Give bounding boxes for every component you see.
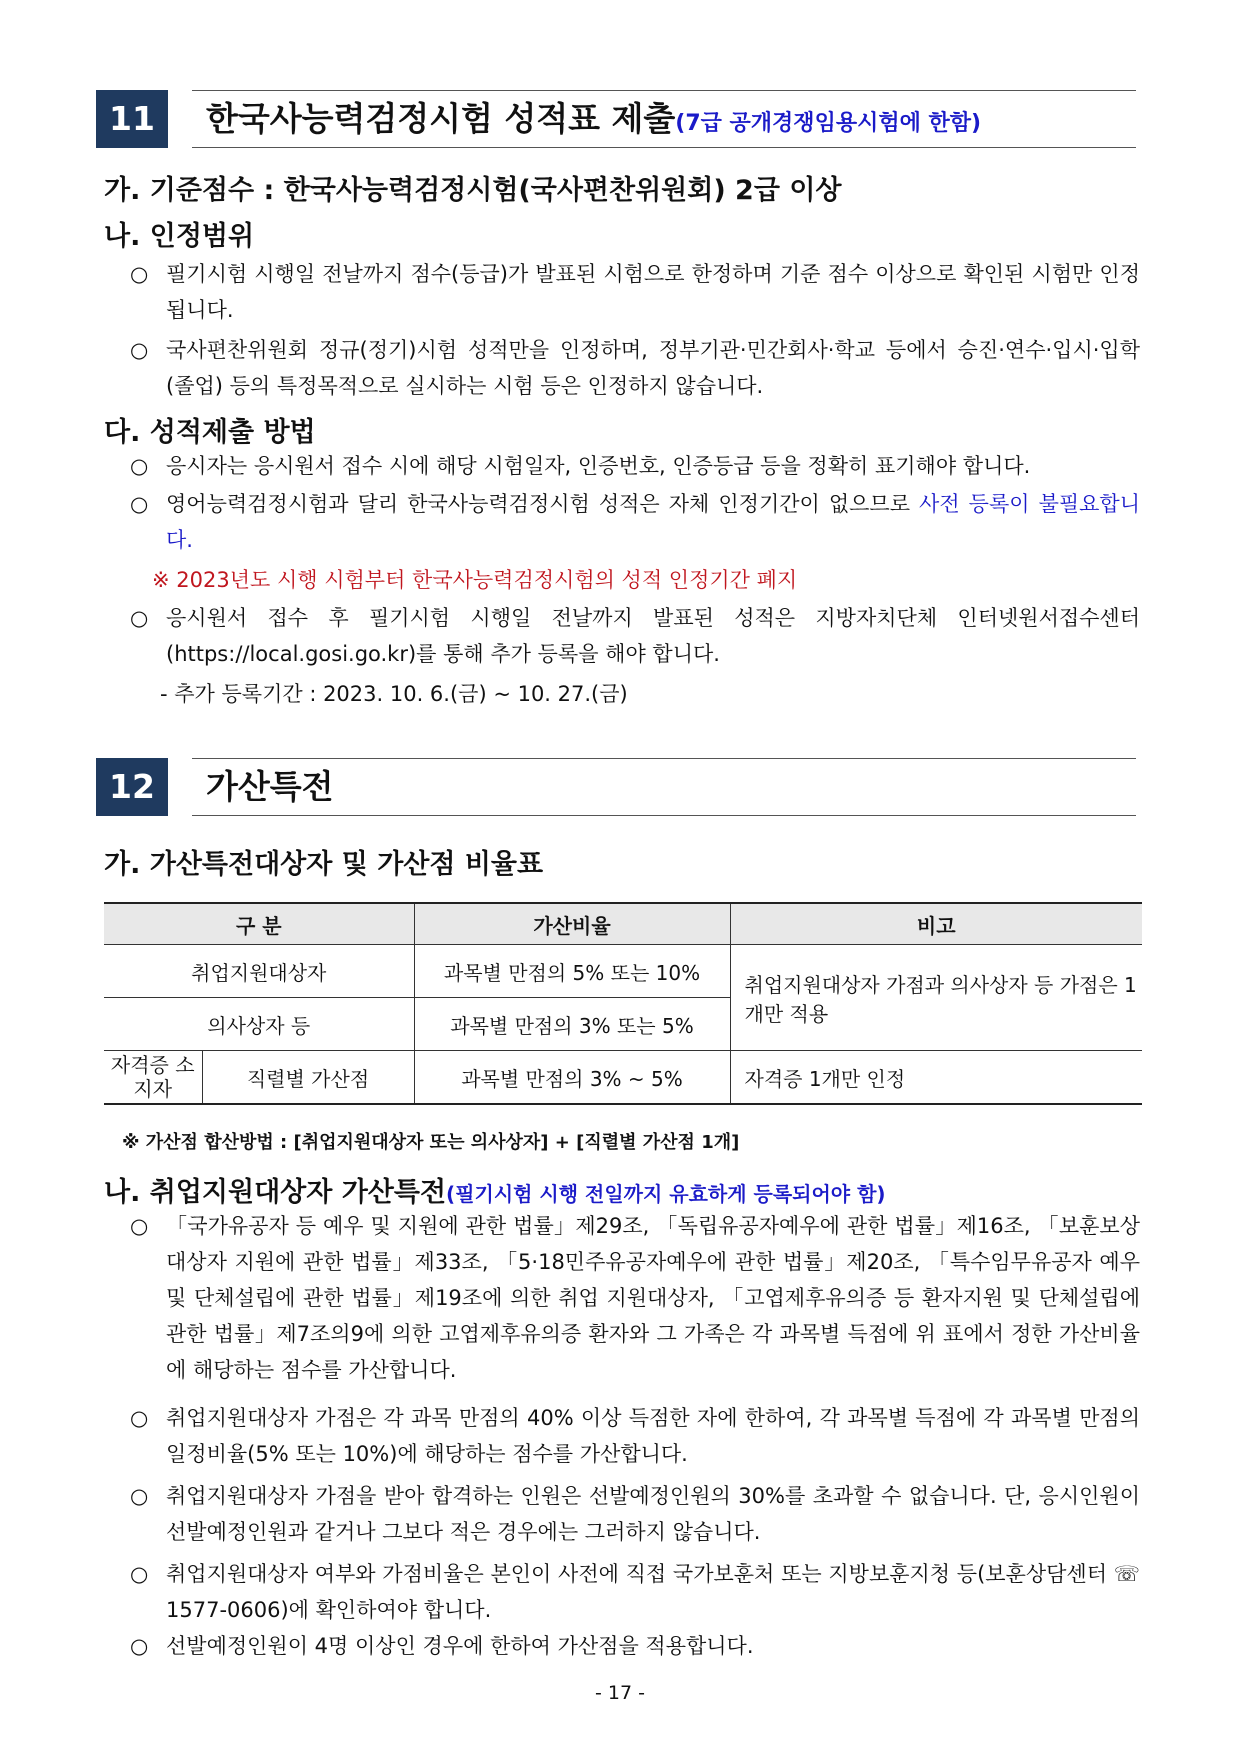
bullet-icon: ○ bbox=[130, 262, 149, 286]
criteria-heading: 가. 기준점수 : 한국사능력검정시험(국사편찬위원회) 2급 이상 bbox=[104, 175, 842, 206]
bullet-icon: ○ bbox=[130, 454, 149, 478]
abolition-note: ※ 2023년도 시행 시험부터 한국사능력검정시험의 성적 인정기간 폐지 bbox=[152, 568, 798, 592]
bullet-icon: ○ bbox=[130, 1562, 149, 1586]
list-item-text: 선발예정인원이 4명 이상인 경우에 한하여 가산점을 적용합니다. bbox=[166, 1634, 754, 1658]
bullet-icon: ○ bbox=[130, 1214, 149, 1238]
list-item-text: 취업지원대상자 가점을 받아 합격하는 인원은 선발예정인원의 30%를 초과할 수 없습니다. 단, 응시인원이 선발예정인원과 같거나 그보다 적은 경우에는 그러하지 않습니다. bbox=[166, 1484, 1140, 1544]
list-item-text: 취업지원대상자 여부와 가점비율은 본인이 사전에 직접 국가보훈처 또는 지방보훈지청 등(보훈상담센터 ☏ 1577-0606)에 확인하여야 합니다. bbox=[166, 1562, 1140, 1622]
table-cell: 자격증 소지자 bbox=[104, 1051, 202, 1105]
section-11-header bbox=[96, 90, 1136, 148]
list-item bbox=[130, 256, 1140, 328]
table-row bbox=[104, 945, 1142, 998]
registration-period: - 추가 등록기간 : 2023. 10. 6.(금) ~ 10. 27.(금) bbox=[160, 682, 628, 706]
calc-method-note: ※ 가산점 합산방법 : [취업지원대상자 또는 의사상자] + [직렬별 가산점 1개] bbox=[122, 1132, 740, 1153]
table-cell: 의사상자 등 bbox=[104, 998, 414, 1051]
employment-support-heading bbox=[104, 1170, 886, 1209]
heading-text: 나. 취업지원대상자 가산특전 bbox=[104, 1177, 447, 1208]
table-row bbox=[104, 1051, 1142, 1105]
list-item-text: 필기시험 시행일 전날까지 점수(등급)가 발표된 시험으로 한정하며 기준 점수 이상으로 확인된 시험만 인정됩니다. bbox=[166, 262, 1140, 322]
section-number: 12 bbox=[96, 758, 168, 816]
section-title-text: 한국사능력검정시험 성적표 제출 bbox=[206, 99, 676, 138]
bullet-icon: ○ bbox=[130, 606, 149, 630]
section-title: 가산특전 bbox=[206, 767, 334, 806]
list-item-text: 취업지원대상자 가점은 각 과목 만점의 40% 이상 득점한 자에 한하여, 각 과목별 득점에 각 과목별 만점의 일정비율(5% 또는 10%)에 해당하는 점수를 가산합니다. bbox=[166, 1406, 1140, 1466]
list-item bbox=[130, 1556, 1140, 1628]
page-number: - 17 - bbox=[595, 1682, 645, 1704]
table-cell: 자격증 1개만 인정 bbox=[730, 1051, 1142, 1105]
section-subtitle: (7급 공개경쟁임용시험에 한함) bbox=[675, 111, 982, 136]
table-cell: 취업지원대상자 가점과 의사상자 등 가점은 1개만 적용 bbox=[730, 945, 1142, 1051]
list-item bbox=[130, 1478, 1140, 1550]
section-title bbox=[206, 90, 981, 153]
bonus-table-heading: 가. 가산특전대상자 및 가산점 비율표 bbox=[104, 849, 544, 880]
list-item bbox=[130, 600, 1140, 672]
table-cell: 취업지원대상자 bbox=[104, 945, 414, 998]
table-cell: 과목별 만점의 5% 또는 10% bbox=[414, 945, 730, 998]
list-item-text: 국사편찬위원회 정규(정기)시험 성적만을 인정하며, 정부기관·민간회사·학교 등에서 승진·연수·입시·입학(졸업) 등의 특정목적으로 실시하는 시험 등은 인정하지 않습니다. bbox=[166, 338, 1140, 398]
table-cell: 과목별 만점의 3% ~ 5% bbox=[414, 1051, 730, 1105]
list-item-text bbox=[166, 486, 1140, 558]
list-item bbox=[130, 448, 1140, 484]
bullet-icon: ○ bbox=[130, 1406, 149, 1430]
list-item bbox=[130, 1400, 1140, 1472]
table-header: 비고 bbox=[730, 903, 1142, 945]
list-item-text: 응시원서 접수 후 필기시험 시행일 전날까지 발표된 성적은 지방자치단체 인터넷원서접수센터(https://local.gosi.go.kr)를 통해 추가 등록을 해야 합니다. bbox=[166, 606, 1140, 666]
heading-subtext: (필기시험 시행 전일까지 유효하게 등록되어야 함) bbox=[446, 1182, 886, 1206]
list-item bbox=[130, 486, 1140, 558]
table-cell: 과목별 만점의 3% 또는 5% bbox=[414, 998, 730, 1051]
table-cell: 직렬별 가산점 bbox=[202, 1051, 414, 1105]
submission-heading: 다. 성적제출 방법 bbox=[104, 417, 316, 448]
section-number: 11 bbox=[96, 90, 168, 148]
bullet-icon: ○ bbox=[130, 1634, 149, 1658]
table-header: 가산비율 bbox=[414, 903, 730, 945]
divider bbox=[192, 815, 1136, 816]
list-item-text: 응시자는 응시원서 접수 시에 해당 시험일자, 인증번호, 인증등급 등을 정확히 표기해야 합니다. bbox=[166, 454, 1031, 478]
bullet-icon: ○ bbox=[130, 338, 149, 362]
bullet-icon: ○ bbox=[130, 1484, 149, 1508]
scope-heading: 나. 인정범위 bbox=[104, 221, 255, 252]
list-item bbox=[130, 1208, 1140, 1388]
list-item-text-part: 영어능력검정시험과 달리 한국사능력검정시험 성적은 자체 인정기간이 없으므로 bbox=[166, 492, 920, 516]
list-item bbox=[130, 332, 1140, 404]
highlighted-text: 사전 등록이 불필요합니다. bbox=[166, 492, 1140, 552]
bullet-icon: ○ bbox=[130, 492, 149, 516]
bonus-table bbox=[104, 902, 1142, 1105]
divider bbox=[192, 758, 1136, 759]
list-item-text: 「국가유공자 등 예우 및 지원에 관한 법률」제29조, 「독립유공자예우에 관한 법률」제16조, 「보훈보상대상자 지원에 관한 법률」제33조, 「5·18민주유공자예우에 관한 법률」제20조, 「특수임무유공자 예우 및 단체설립에 관한 법률」제19조에 의한 취업 지원대상자, 「고엽제후유의증 등 환자지원 및 단체설립에 관한 법률」제7조의9에 의한 고엽제후유의증 환자와 그 가족은 각 과목별 득점에 위 표에서 정한 가산비율에 해당하는 점수를 가산합니다. bbox=[166, 1214, 1140, 1382]
section-12-header bbox=[96, 758, 1136, 816]
table-header: 구 분 bbox=[104, 903, 414, 945]
list-item bbox=[130, 1628, 1140, 1664]
table-header-row bbox=[104, 903, 1142, 945]
